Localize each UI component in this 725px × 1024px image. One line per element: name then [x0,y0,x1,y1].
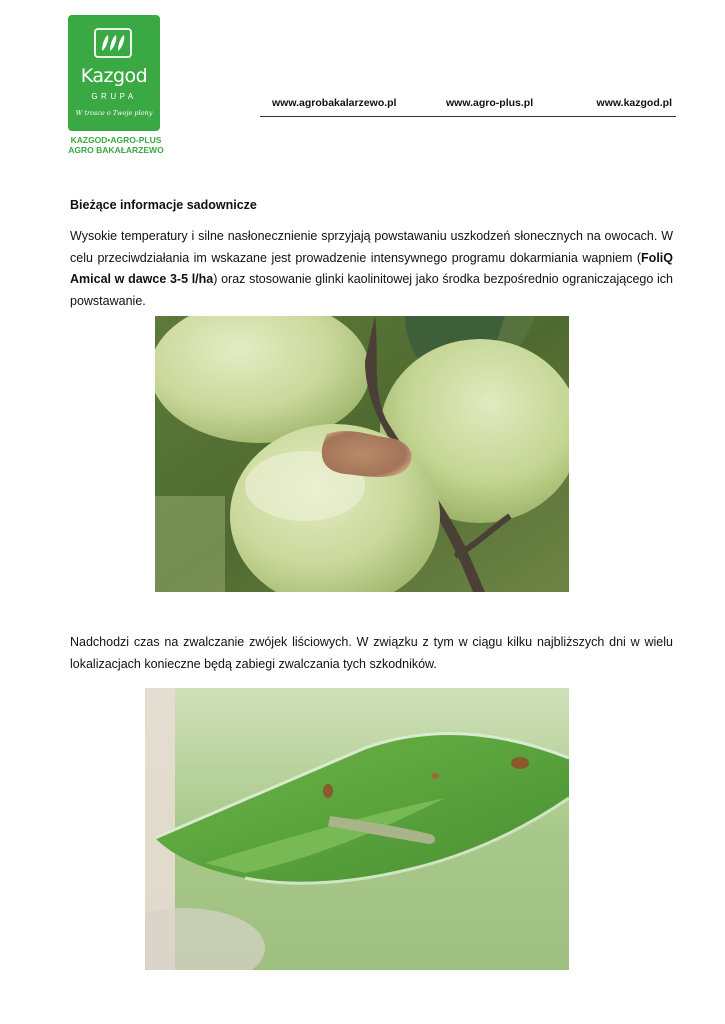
paragraph-leaf-roller: Nadchodzi czas na zwalczanie zwójek liściowych. W związku z tym w ciągu kilku najbliższych dni w wielu lokalizacjach konieczne będą zabiegi zwalczania tych szkodników. [70,635,673,671]
logo-caption-line1: KAZGOD•AGRO-PLUS [70,135,162,145]
paragraph-sunburn [70,226,673,312]
section-heading: Bieżące informacje sadownicze [70,198,257,212]
logo-group-label: GRUPA [91,92,137,101]
header-divider [260,116,676,117]
leaf-seed-logo-icon [93,27,133,59]
logo-tagline: W trosce o Twoje plony [75,109,153,117]
company-logo [68,15,160,131]
paragraph-sunburn-text-start: Wysokie temperatury i silne nasłonecznienie sprzyjają powstawaniu uszkodzeń słonecznych na owocach. W celu przeciwdziałania im wskazane jest prowadzenie intensywnego programu dokarmiania wapniem ( [70,229,673,265]
logo-caption-line2: AGRO BAKAŁARZEWO [68,145,164,155]
link-agrobakalarzewo[interactable]: www.agrobakalarzewo.pl [272,97,397,109]
header-links [260,97,676,111]
paragraph-sunburn-text-end: ) oraz stosowanie glinki kaolinitowej jako środka bezpośrednio ograniczającego ich powstawanie. [70,272,673,308]
logo-caption [66,135,166,155]
link-agro-plus[interactable]: www.agro-plus.pl [446,97,534,109]
apple-sunburn-photo [155,316,569,592]
product-dose-highlight: FoliQ Amical w dawce 3-5 l/ha [70,250,673,286]
link-kazgod[interactable]: www.kazgod.pl [596,97,672,109]
logo-name: Kazgod [80,65,148,87]
leaf-roller-photo [145,688,569,970]
